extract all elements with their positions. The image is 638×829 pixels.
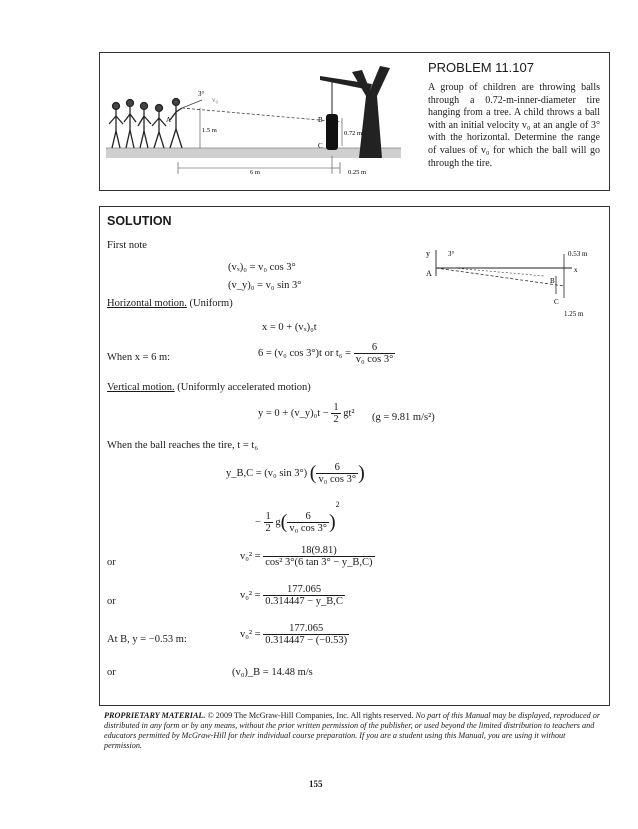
eq-v1-den: cos² 3°(6 tan 3° − y_B,C) [265, 557, 373, 568]
eq-ybc2: − $\frac{1}{2}$ g( $\frac{6}{\text{v₀ cos 3°}}$ )$^2$ [255, 500, 340, 535]
eq-x: x = 0 + (vₓ)₀t [262, 322, 317, 333]
footer-rest: No part of this Manual may be displayed, reproduced or distributed in any form or by any means, without the prior written permission of the publisher, or used beyond the limited distribution to teachers and educators permitted by McGraw-Hill for their individual course preparation. If you are a student using this Manual, you are using it without permission. [104, 711, 601, 750]
eq-when-x-left: 6 = (v₀ cos 3°)t or t₆ = [258, 347, 352, 359]
footer-text [104, 711, 604, 751]
eq-y-half-den: 2 [333, 414, 339, 425]
sketch-a-label: A [426, 269, 432, 278]
eq-ybc2-half-num: 1 [265, 511, 271, 523]
angle-label: 3° [198, 90, 205, 98]
sketch-b-label: B [550, 277, 555, 285]
problem-figure [104, 56, 404, 186]
sketch-x-label: x [574, 266, 578, 274]
eq-v3 [240, 623, 349, 646]
footer-lead: PROPRIETARY MATERIAL. [104, 711, 206, 720]
offset-label: 0.25 m [348, 169, 367, 176]
eq-v2-frac [263, 584, 345, 607]
eq-v3-den: 0.314447 − (−0.53) [265, 635, 348, 646]
footer-copyright: © 2009 The McGraw-Hill Companies, Inc. All rights reserved. [207, 711, 414, 720]
solution-sketch [424, 246, 604, 326]
eq-v1-left: v₀² = [240, 550, 261, 562]
eq-ybc2-den: v₀ cos 3° [289, 523, 327, 535]
horizontal-note: (Uniform) [189, 298, 233, 309]
eq-v1 [240, 545, 375, 568]
distance-label: 6 m [250, 169, 260, 176]
sketch-y-label: y [426, 249, 430, 258]
sketch-bottom-label: 1.25 m [564, 310, 584, 318]
problem-title: PROBLEM 11.107 [428, 60, 534, 75]
first-note: First note [107, 240, 147, 251]
vertical-note: (Uniformly accelerated motion) [177, 382, 311, 393]
eq-v2-den: 0.314447 − y_B,C [265, 596, 343, 607]
eq-y [258, 402, 355, 425]
eq-v2 [240, 584, 345, 607]
eq-when-x-frac [354, 342, 396, 365]
when-x: When x = 6 m: [107, 352, 171, 363]
eq-ybc-left: y_B,C = (v₀ sin 3°) [226, 467, 308, 479]
eq-vy: (v_y)₀ = v₀ sin 3° [228, 280, 302, 291]
tire [326, 114, 338, 150]
horizontal-heading: Horizontal motion. [107, 298, 187, 309]
eq-y-half [331, 402, 340, 425]
eq-y-right: gt² [343, 407, 355, 419]
eq-when-x-den: v₀ cos 3° [355, 354, 394, 365]
eq-ybc2-num: 6 [305, 511, 311, 523]
eq-v2-num: 177.065 [287, 584, 322, 595]
eq-ybc-den: v₀ cos 3° [318, 474, 357, 485]
eq-result: (v₀)_B = 14.48 m/s [232, 667, 313, 678]
eq-ybc-frac [316, 462, 358, 485]
when-tire: When the ball reaches the tire, t = t₆ [107, 440, 258, 451]
eq-v2-left: v₀² = [240, 589, 261, 601]
sketch-angle-label: 3° [448, 250, 455, 258]
g-value: (g = 9.81 m/s²) [372, 412, 435, 423]
v0-arrow [182, 100, 202, 108]
v0-label: v₀ [212, 96, 218, 104]
horizontal-motion-line [107, 298, 233, 309]
eq-y-left: y = 0 + (v_y)₀t − [258, 407, 329, 419]
sketch-c-label: C [554, 298, 559, 306]
eq-vx: (vₓ)₀ = v₀ cos 3° [228, 262, 296, 273]
or-2: or [107, 596, 116, 607]
eq-ybc2-half-den: 2 [265, 523, 271, 535]
height-label: 1.5 m [202, 127, 217, 134]
eq-when-x-num: 6 [371, 342, 378, 353]
or-3: or [107, 667, 116, 678]
eq-ybc2-half [264, 511, 273, 534]
eq-ybc2-g: g [275, 517, 281, 528]
solution-title: SOLUTION [107, 214, 172, 228]
point-c-label: C [318, 142, 323, 150]
eq-ybc2-left: − [255, 517, 261, 528]
eq-ybc-num: 6 [334, 462, 340, 473]
sketch-top-label: 0.53 m [568, 250, 588, 258]
eq-ybc2-exp: 2 [335, 500, 340, 509]
eq-when-x [258, 342, 395, 365]
vertical-heading: Vertical motion. [107, 382, 175, 393]
tree-trunk [352, 66, 390, 158]
point-a-label: A [166, 116, 172, 124]
diameter-label: 0.72 m [344, 130, 363, 137]
eq-ybc: y_B,C = (v₀ sin 3°) ( $\frac{6}{\text{v₀ cos 3°}}$ ) [226, 462, 365, 485]
at-b: At B, y = −0.53 m: [107, 634, 187, 645]
page-number: 155 [309, 779, 323, 789]
eq-v3-frac [263, 623, 349, 646]
eq-v1-frac [263, 545, 374, 568]
problem-text: A group of children are throwing balls through a 0.72-m-inner-diameter tire hanging from a tree. A child throws a ball with an initial velocity v₀ at an angle of 3° with the horizontal. Determine the range of values of v₀ for which the ball will go through the tire. [428, 82, 600, 169]
eq-v1-num: 18(9.81) [300, 545, 337, 556]
eq-y-half-num: 1 [333, 402, 339, 413]
point-b-label: B [318, 116, 323, 124]
eq-ybc2-frac [287, 511, 329, 534]
vertical-motion-line [107, 382, 311, 393]
or-1: or [107, 557, 116, 568]
eq-v3-num: 177.065 [289, 623, 324, 634]
eq-v3-left: v₀² = [240, 628, 261, 640]
ground [106, 148, 401, 158]
